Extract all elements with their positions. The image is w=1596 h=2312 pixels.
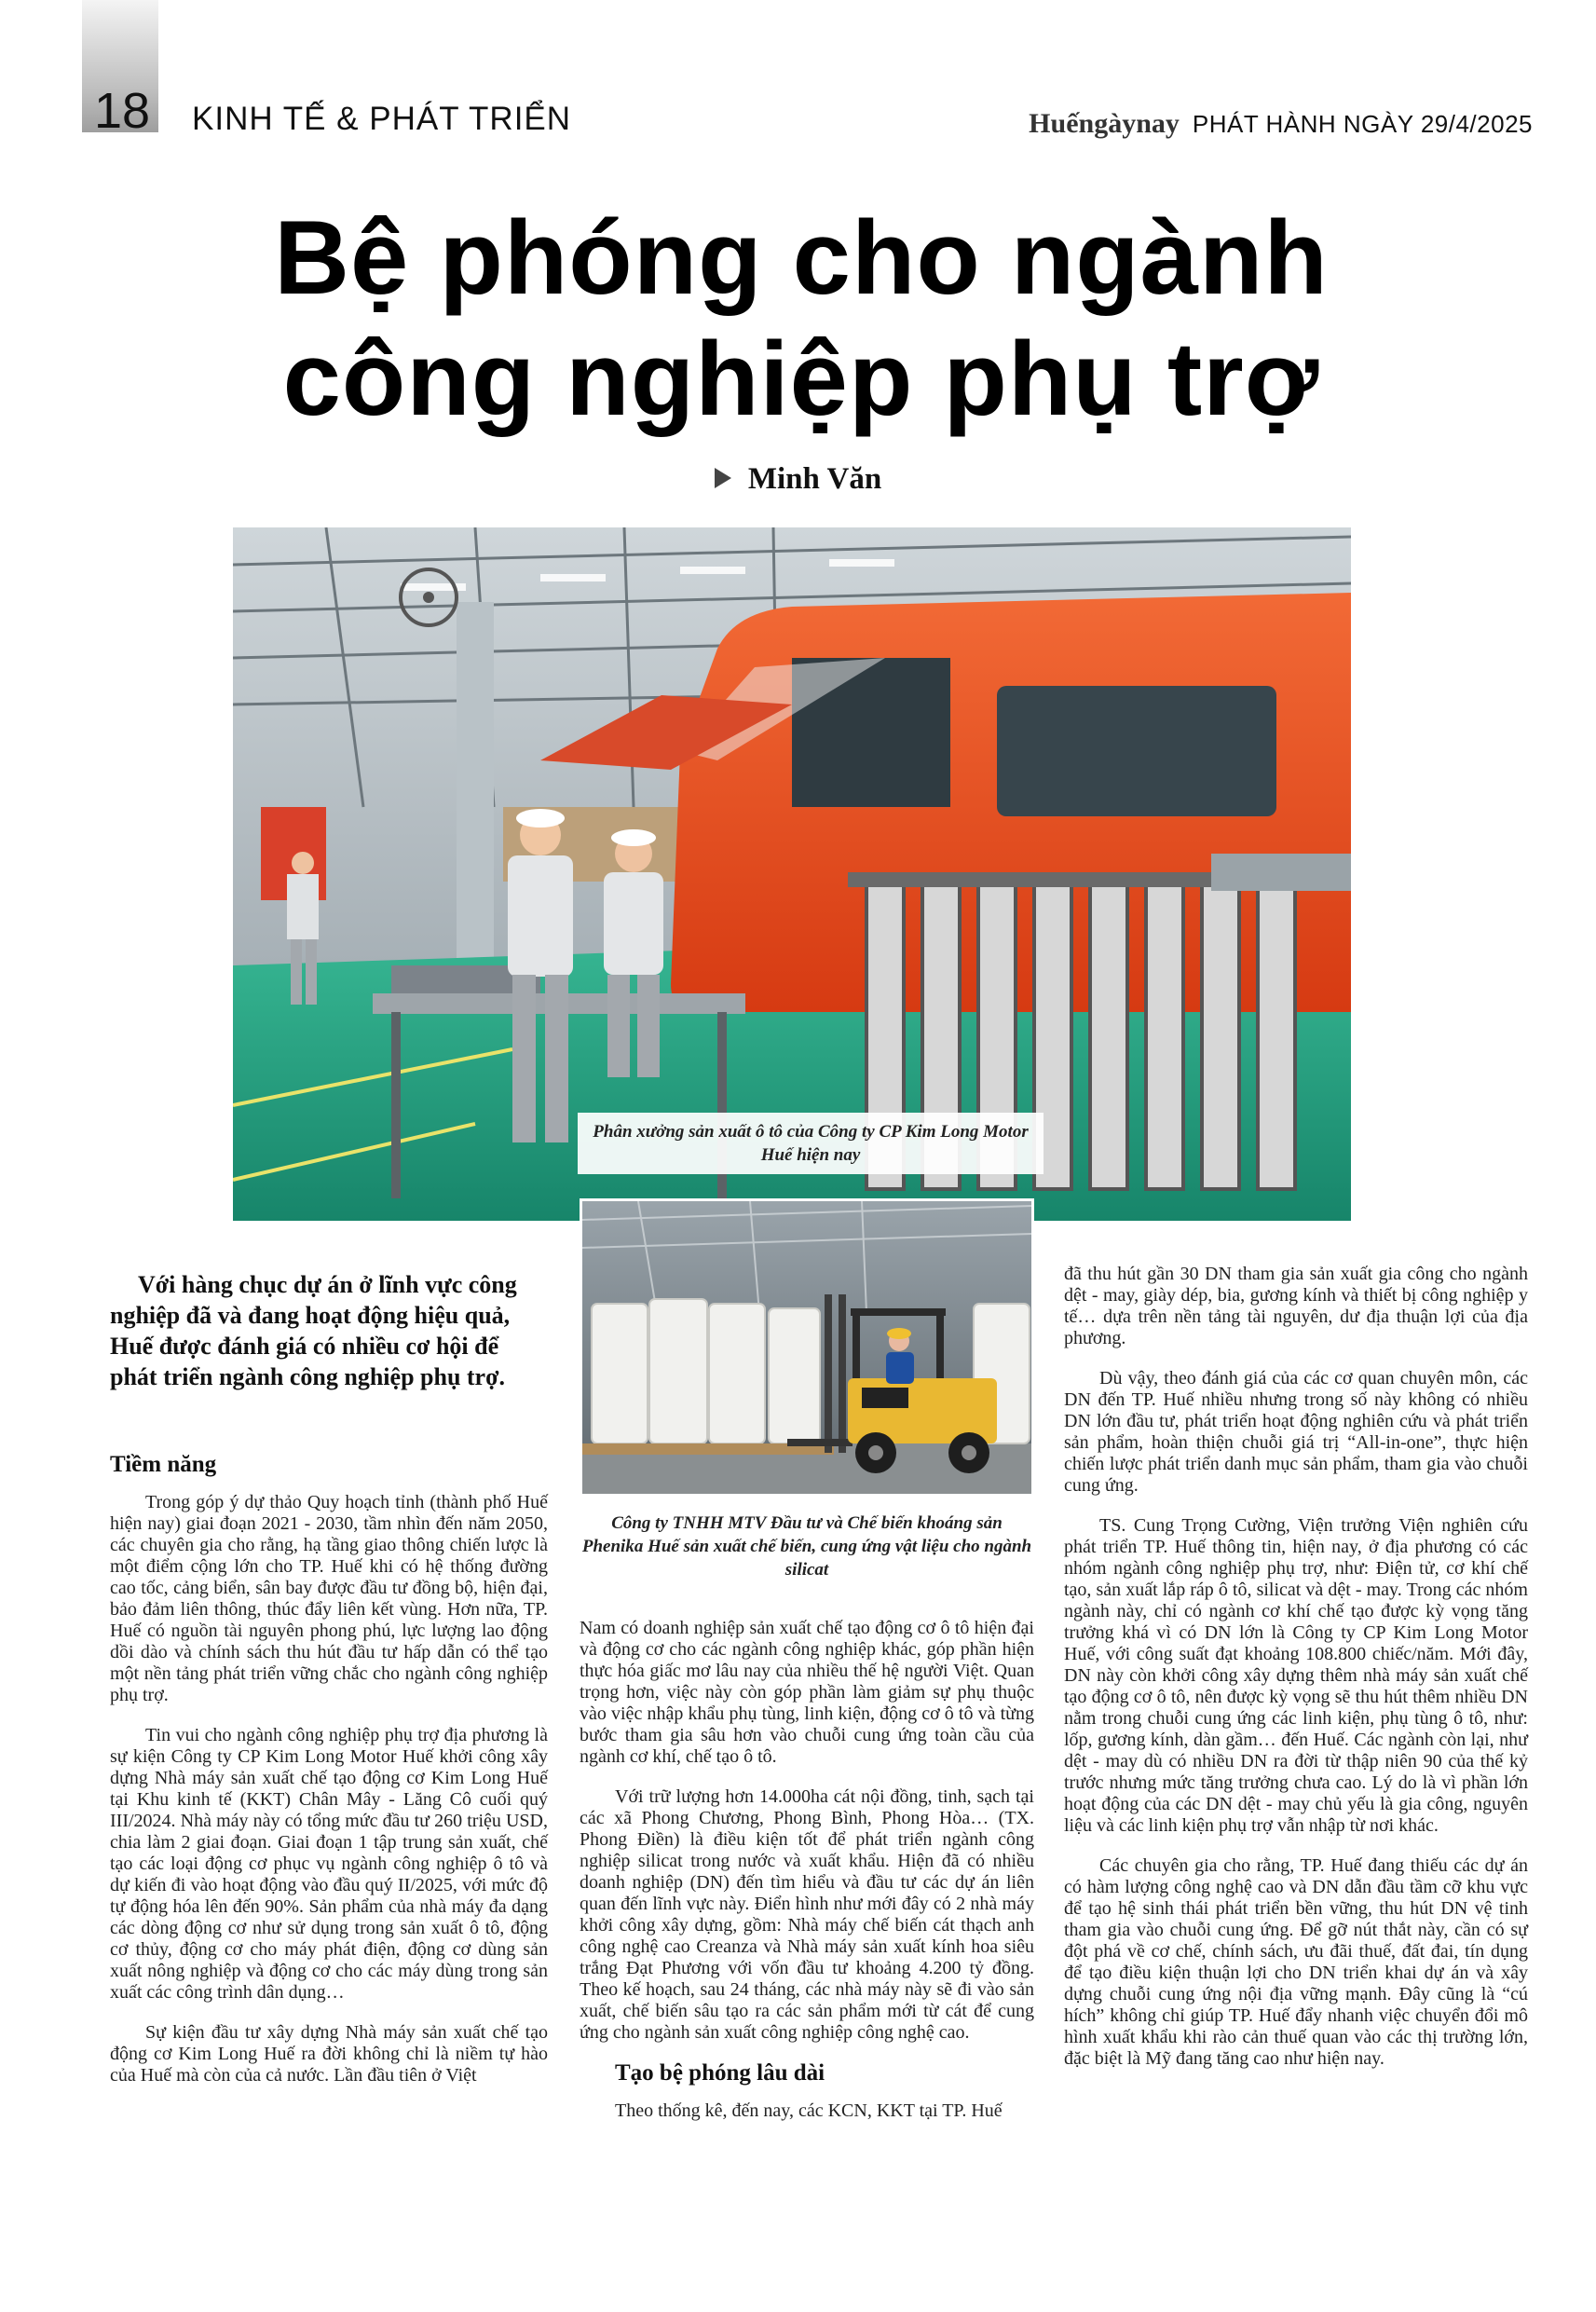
newspaper-logo: Huếngàynay — [1029, 108, 1180, 139]
paragraph: Nam có doanh nghiệp sản xuất chế tạo động cơ ô tô hiện đại và động cơ cho các ngành công nghiệp khác, góp phần hiện thực hóa giấc mơ lâu nay của nhiều thế hệ người Việt. Quan trọng hơn, việc này còn góp phần làm giảm sự phụ thuộc vào việc nhập khẩu phụ tùng, linh kiện, động cơ ô tô và từng bước tham gia sâu hơn vào chuỗi cung ứng toàn cầu của ngành cơ khí, chế tạo ô tô. — [580, 1618, 1034, 1767]
headline — [112, 198, 1491, 440]
page-number: 18 — [93, 83, 151, 139]
lede-paragraph: Với hàng chục dự án ở lĩnh vực công nghiệp đã và đang hoạt động hiệu quả, Huế được đánh giá có nhiều cơ hội để phát triển ngành công nghiệp phụ trợ. — [110, 1271, 517, 1390]
masthead — [1029, 108, 1533, 140]
paragraph: Theo thống kê, đến nay, các KCN, KKT tại TP. Huế — [615, 2100, 1003, 2121]
publish-date: PHÁT HÀNH NGÀY 29/4/2025 — [1192, 110, 1533, 138]
headline-line-2: công nghiệp phụ trợ — [282, 321, 1320, 437]
paragraph: Với trữ lượng hơn 14.000ha cát nội đồng, tinh, sạch tại các xã Phong Chương, Phong Bình, Phong Hòa… (TX. Phong Điền) là điều kiện tốt để phát triển ngành công nghiệp silicat trong nước và xuất khẩu. Hiện đã có nhiều doanh nghiệp (DN) đến tìm hiểu và đầu tư các dự án liên quan đến lĩnh vực này. Điển hình như mới đây có 2 nhà máy khởi công xây dựng, gồm: Nhà máy chế biến cát thạch anh công nghệ cao Creanza và Nhà máy sản xuất kính hoa siêu trắng Đạt Phương với vốn đầu tư khoảng 4.200 tỷ đồng. Theo kế hoạch, sau 24 tháng, các nhà máy này sẽ đi vào sản xuất, chế biến sâu tạo ra các sản phẩm mới từ cát để cung ứng cho ngành sản xuất công nghiệp công nghệ cao. — [580, 1786, 1034, 2043]
column-2 — [580, 1618, 1034, 2141]
author-name: Minh Văn — [747, 462, 882, 496]
paragraph: TS. Cung Trọng Cường, Viện trưởng Viện nghiên cứu phát triển TP. Huế thông tin, hiện nay, ở địa phương có các nhóm ngành công nghiệp phụ trợ, như: Điện tử, cơ khí chế tạo, sản xuất lắp ráp ô tô, silicat và dệt - may. Trong các nhóm ngành này, chỉ có ngành cơ khí chế tạo được kỳ vọng tăng trưởng khá vì có DN lớn là Công ty CP Kim Long Motor Huế, với công suất đạt khoảng 108.800 chiếc/năm. Mới đây, DN này còn khởi công xây dựng thêm nhà máy sản xuất chế tạo động cơ ô tô, nên được kỳ vọng sẽ thu hút thêm nhiều DN nằm trong chuỗi cung ứng các linh kiện, phụ tùng ô tô, như: lốp, gương kính, dàn gầm… đến Huế. Các ngành còn lại, như dệt - may dù có nhiều DN ra đời từ thập niên 90 của thế kỷ trước nhưng mức tăng trưởng chưa cao. Lý do là vì phần lớn hoạt động của các DN dệt - may chủ yếu là gia công, nguyên liệu và các linh kiện phụ trợ vẫn nhập từ nơi khác. — [1064, 1515, 1528, 1836]
photo1-caption: Phân xưởng sản xuất ô tô của Công ty CP Kim Long Motor Huế hiện nay — [578, 1113, 1044, 1174]
column-3 — [1064, 1264, 1528, 2088]
byline — [0, 462, 1596, 497]
paragraph: Các chuyên gia cho rằng, TP. Huế đang thiếu các dự án có hàm lượng công nghệ cao và DN dẫn đầu tầm cỡ khu vực để tạo hệ sinh thái phát triển bền vững, thu hút DN vệ tinh tham gia vào chuỗi cung ứng. Để gỡ nút thắt này, cần có sự đột phá về cơ chế, chính sách, ưu đãi thuế, đất đai, tín dụng để tạo điều kiện thuận lợi cho DN triển khai dự án và xây dựng chuỗi cung ứng nội địa vững mạnh. Đây cũng là “cú hích” không chỉ giúp TP. Huế đẩy nhanh việc chuyển đổi mô hình xuất khẩu khi rào cản thuế quan vào các thị trường lớn, đặc biệt là Mỹ đang tăng cao như hiện nay. — [1064, 1855, 1528, 2069]
paragraph: Tin vui cho ngành công nghiệp phụ trợ địa phương là sự kiện Công ty CP Kim Long Motor Huế khởi công xây dựng Nhà máy sản xuất chế tạo động cơ Kim Long Huế tại Khu kinh tế (KKT) Chân Mây - Lăng Cô cuối quý III/2024. Nhà máy này có tổng mức đầu tư 260 triệu USD, chia làm 2 giai đoạn. Giai đoạn 1 tập trung sản xuất, chế tạo các loại động cơ phục vụ ngành công nghiệp ô tô và dự kiến đi vào hoạt động vào đầu quý II/2025, với mức độ tự động hóa lên đến 90%. Sản phẩm của nhà máy đa dạng các dòng động cơ như sử dụng trong sản xuất ô tô, động cơ thủy, động cơ cho máy phát điện, động cơ dùng sản xuất nông nghiệp và động cơ cho các máy dùng trong sản xuất các công trình dân dụng… — [110, 1725, 548, 2003]
paragraph: Trong góp ý dự thảo Quy hoạch tỉnh (thành phố Huế hiện nay) giai đoạn 2021 - 2030, tầm nhìn đến năm 2050, các chuyên gia cho rằng, hạ tầng giao thông chiến lược là một điểm cộng lớn cho TP. Huế khi có hệ thống đường cao tốc, cảng biển, sân bay được đầu tư đồng bộ, hiện đại, bảo đảm liên thông, thúc đẩy liên kết vùng. Hơn nữa, TP. Huế có nguồn tài nguyên phong phú, lực lượng lao động dồi dào và chính sách thu hút đầu tư hấp dẫn có thể tạo một nền tảng phát triển vững chắc cho ngành công nghiệp phụ trợ. — [110, 1492, 548, 1705]
subheading-tao-be-phong: Tạo bệ phóng lâu dài — [615, 2060, 825, 2086]
section-title: KINH TẾ & PHÁT TRIỂN — [192, 101, 572, 137]
paragraph: Dù vậy, theo đánh giá của các cơ quan chuyên môn, các DN đến TP. Huế nhiều nhưng trong số này không có nhiều DN lớn đầu tư, phát triển hoạt động nghiên cứu và phát triển sản phẩm, hoàn thiện chuỗi giá trị “All-in-one”, thực hiện chiến lược phát triển danh mục sản phẩm, tham gia vào chuỗi cung ứng. — [1064, 1368, 1528, 1496]
column-1 — [110, 1450, 548, 2105]
paragraph: Sự kiện đầu tư xây dựng Nhà máy sản xuất chế tạo động cơ Kim Long Huế ra đời không chỉ là niềm tự hào của Huế mà còn của cả nước. Lần đầu tiên ở Việt — [110, 2022, 548, 2086]
play-triangle-icon — [715, 468, 731, 488]
headline-line-1: Bệ phóng cho ngành — [274, 199, 1329, 316]
paragraph: đã thu hút gần 30 DN tham gia sản xuất gia công cho ngành dệt - may, giày dép, bia, gương kính và thiết bị công nghiệp y tế… dựa trên nền tảng tài nguyên, dư địa thuận lợi của địa phương. — [1064, 1264, 1528, 1348]
subheading-tiem-nang: Tiềm năng — [110, 1452, 217, 1477]
warehouse-photo — [580, 1198, 1034, 1497]
photo2-caption: Công ty TNHH MTV Đầu tư và Chế biến khoáng sản Phenika Huế sản xuất chế biến, cung ứng vật liệu cho ngành silicat — [581, 1513, 1032, 1580]
